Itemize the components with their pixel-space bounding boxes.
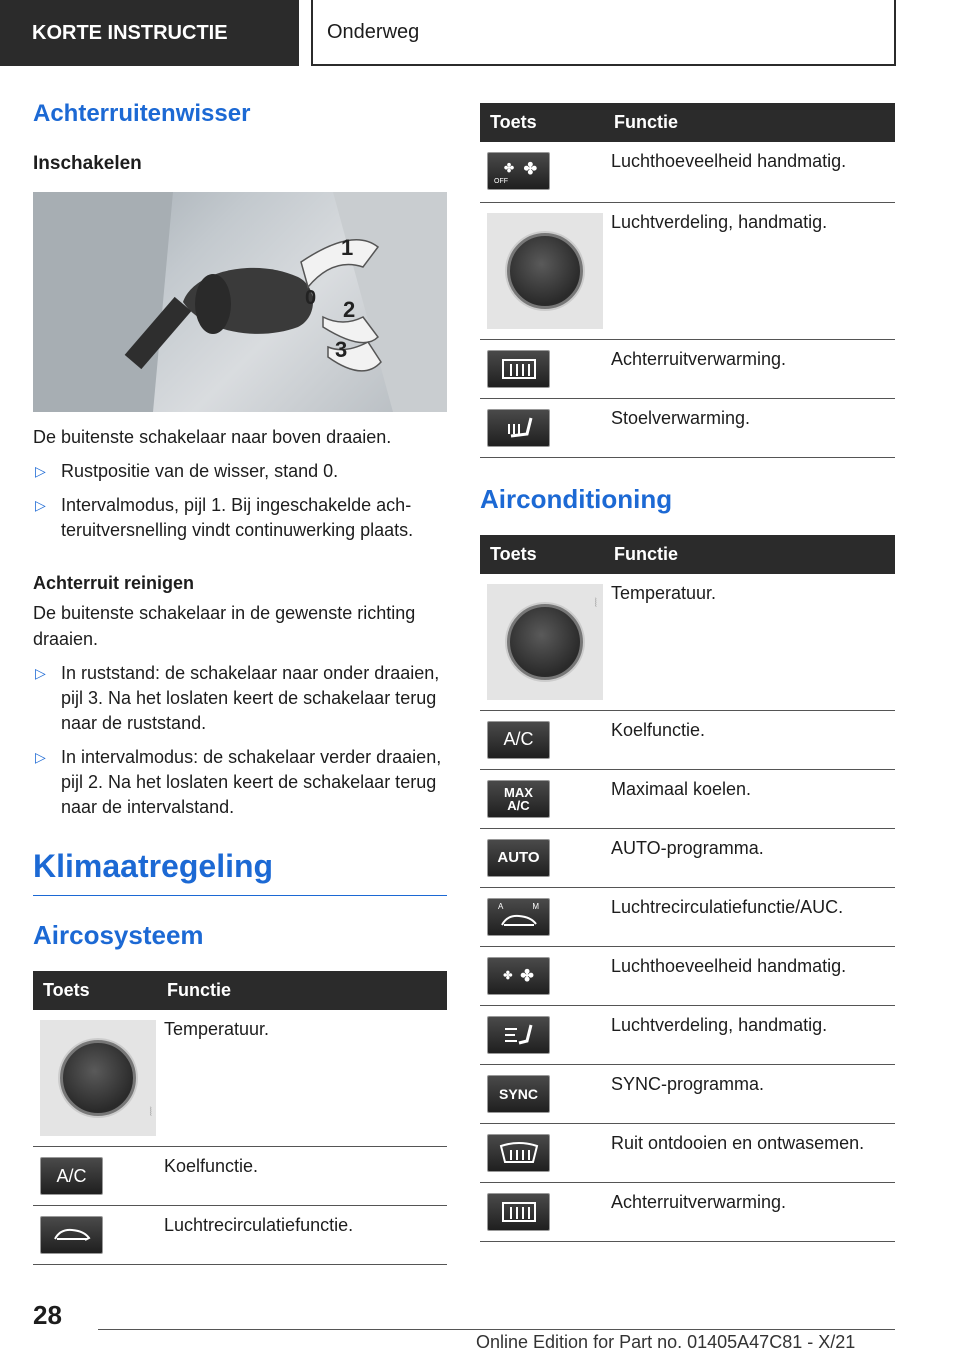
section-title-aircosysteem: Aircosysteem bbox=[33, 920, 204, 950]
column-header-functie: Functie bbox=[604, 103, 895, 142]
footer-divider bbox=[98, 1329, 895, 1330]
column-header-toets: Toets bbox=[480, 103, 604, 142]
function-text: AUTO-programma. bbox=[604, 828, 895, 887]
table-row bbox=[33, 1010, 447, 1147]
fan-icon: ✤ ✤ bbox=[487, 957, 550, 995]
max-ac-button-icon: MAX A/C bbox=[487, 780, 550, 818]
header-tabs bbox=[0, 0, 960, 66]
seat-heating-icon bbox=[487, 409, 550, 447]
function-text: Luchthoeveelheid handmatig. bbox=[604, 142, 895, 202]
column-header-toets: Toets bbox=[33, 971, 157, 1010]
table-row bbox=[480, 1182, 895, 1241]
table-row bbox=[480, 1123, 895, 1182]
section-title: Achterruitenwisser bbox=[33, 100, 251, 127]
table-row bbox=[480, 769, 895, 828]
table-row bbox=[33, 1147, 447, 1206]
triangle-bullet-icon: ▷ bbox=[35, 749, 46, 765]
list-item: ▷ In ruststand: de schakelaar naar onder draaien, pijl 3. Na het loslaten keert de schakelaar terug naar de ruststand. bbox=[35, 663, 440, 733]
left-column bbox=[33, 100, 447, 1265]
function-text: SYNC-programma. bbox=[604, 1064, 895, 1123]
recirculation-icon bbox=[40, 1216, 103, 1254]
aircosysteem-table bbox=[33, 971, 447, 1265]
airconditioning-table bbox=[480, 535, 895, 1242]
paragraph-upwards: De buitenste schakelaar naar boven draaien. bbox=[33, 427, 392, 447]
paragraph-clean: De buitenste schakelaar in de gewenste richting draaien. bbox=[33, 603, 416, 649]
section-tab[interactable]: KORTE INSTRUCTIE bbox=[0, 0, 299, 66]
arrow-label-2: 2 bbox=[343, 297, 356, 322]
subheading-inschakelen: Inschakelen bbox=[33, 153, 142, 174]
table-row bbox=[480, 202, 895, 339]
air-distribution-knob-icon bbox=[487, 213, 603, 329]
arrow-label-3: 3 bbox=[335, 337, 348, 362]
list-item: ▷ Intervalmodus, pijl 1. Bij ingeschakelde achteruitversnelling vindt continuwerking plaats. bbox=[35, 495, 414, 540]
table-row bbox=[480, 710, 895, 769]
function-text: Koelfunctie. bbox=[604, 710, 895, 769]
function-text: Luchtverdeling, handmatig. bbox=[604, 1005, 895, 1064]
function-text: Luchtrecirculatiefunctie. bbox=[157, 1206, 447, 1265]
triangle-bullet-icon: ▷ bbox=[35, 463, 46, 479]
table-row bbox=[480, 142, 895, 202]
function-text: Stoelverwarming. bbox=[604, 398, 895, 457]
wiper-stalk-photo bbox=[33, 192, 447, 412]
function-text: Ruit ontdooien en ontwasemen. bbox=[604, 1123, 895, 1182]
table-row bbox=[33, 1206, 447, 1265]
function-text: Luchtrecirculatiefunctie/AUC. bbox=[604, 887, 895, 946]
sync-button-icon: SYNC bbox=[487, 1075, 550, 1113]
function-text: Achterruitverwarming. bbox=[604, 339, 895, 398]
column-header-functie: Functie bbox=[157, 971, 447, 1010]
right-column bbox=[480, 103, 895, 1242]
table-row bbox=[480, 398, 895, 457]
rear-defrost-icon bbox=[487, 1193, 550, 1231]
table-row bbox=[480, 946, 895, 1005]
chapter-tab[interactable]: Onderweg bbox=[311, 0, 896, 66]
table-row bbox=[480, 339, 895, 398]
function-text: Temperatuur. bbox=[157, 1010, 447, 1147]
fan-off-icon: OFF ✤ ✤ bbox=[487, 152, 550, 190]
rear-defrost-icon bbox=[487, 350, 550, 388]
edition-text: Online Edition for Part no. 01405A47C81 - X/21 bbox=[476, 1332, 856, 1352]
table-row bbox=[480, 574, 895, 711]
arrow-label-0: 0 bbox=[305, 287, 317, 309]
temperature-knob-icon: ⦚ bbox=[487, 584, 603, 700]
climate-table-1 bbox=[480, 103, 895, 458]
ac-button-icon: A/C bbox=[40, 1157, 103, 1195]
section-title-airconditioning: Airconditioning bbox=[480, 483, 673, 514]
subheading-achterruit-reinigen: Achterruit reinigen bbox=[33, 573, 195, 593]
table-row bbox=[480, 1005, 895, 1064]
auto-button-icon: AUTO bbox=[487, 839, 550, 877]
table-row bbox=[480, 887, 895, 946]
triangle-bullet-icon: ▷ bbox=[35, 665, 46, 681]
ac-button-icon: A/C bbox=[487, 721, 550, 759]
triangle-bullet-icon: ▷ bbox=[35, 497, 46, 513]
arrow-label-1: 1 bbox=[341, 235, 354, 260]
function-text: Koelfunctie. bbox=[157, 1147, 447, 1206]
list-clean bbox=[33, 661, 447, 820]
column-header-functie: Functie bbox=[604, 535, 895, 574]
list-item: ▷ In intervalmodus: de schakelaar verder draaien, pijl 2. Na het loslaten keert de schakelaar terug naar de intervalstand. bbox=[35, 747, 442, 817]
recirculation-auc-icon: A M bbox=[487, 898, 550, 936]
table-row bbox=[480, 828, 895, 887]
page-number: 28 bbox=[33, 1300, 62, 1330]
table-row bbox=[480, 1064, 895, 1123]
function-text: Achterruitverwarming. bbox=[604, 1182, 895, 1241]
function-text: Temperatuur. bbox=[604, 574, 895, 711]
function-text: Luchtverdeling, handmatig. bbox=[604, 202, 895, 339]
front-defrost-icon bbox=[487, 1134, 550, 1172]
chapter-title: Klimaatregeling bbox=[33, 848, 447, 896]
temperature-knob-icon: ⦚ bbox=[40, 1020, 156, 1136]
column-header-toets: Toets bbox=[480, 535, 604, 574]
function-text: Maximaal koelen. bbox=[604, 769, 895, 828]
air-distribution-icon bbox=[487, 1016, 550, 1054]
list-upwards bbox=[33, 459, 447, 543]
list-item: ▷ Rustpositie van de wisser, stand 0. bbox=[33, 459, 447, 484]
function-text: Luchthoeveelheid handmatig. bbox=[604, 946, 895, 1005]
